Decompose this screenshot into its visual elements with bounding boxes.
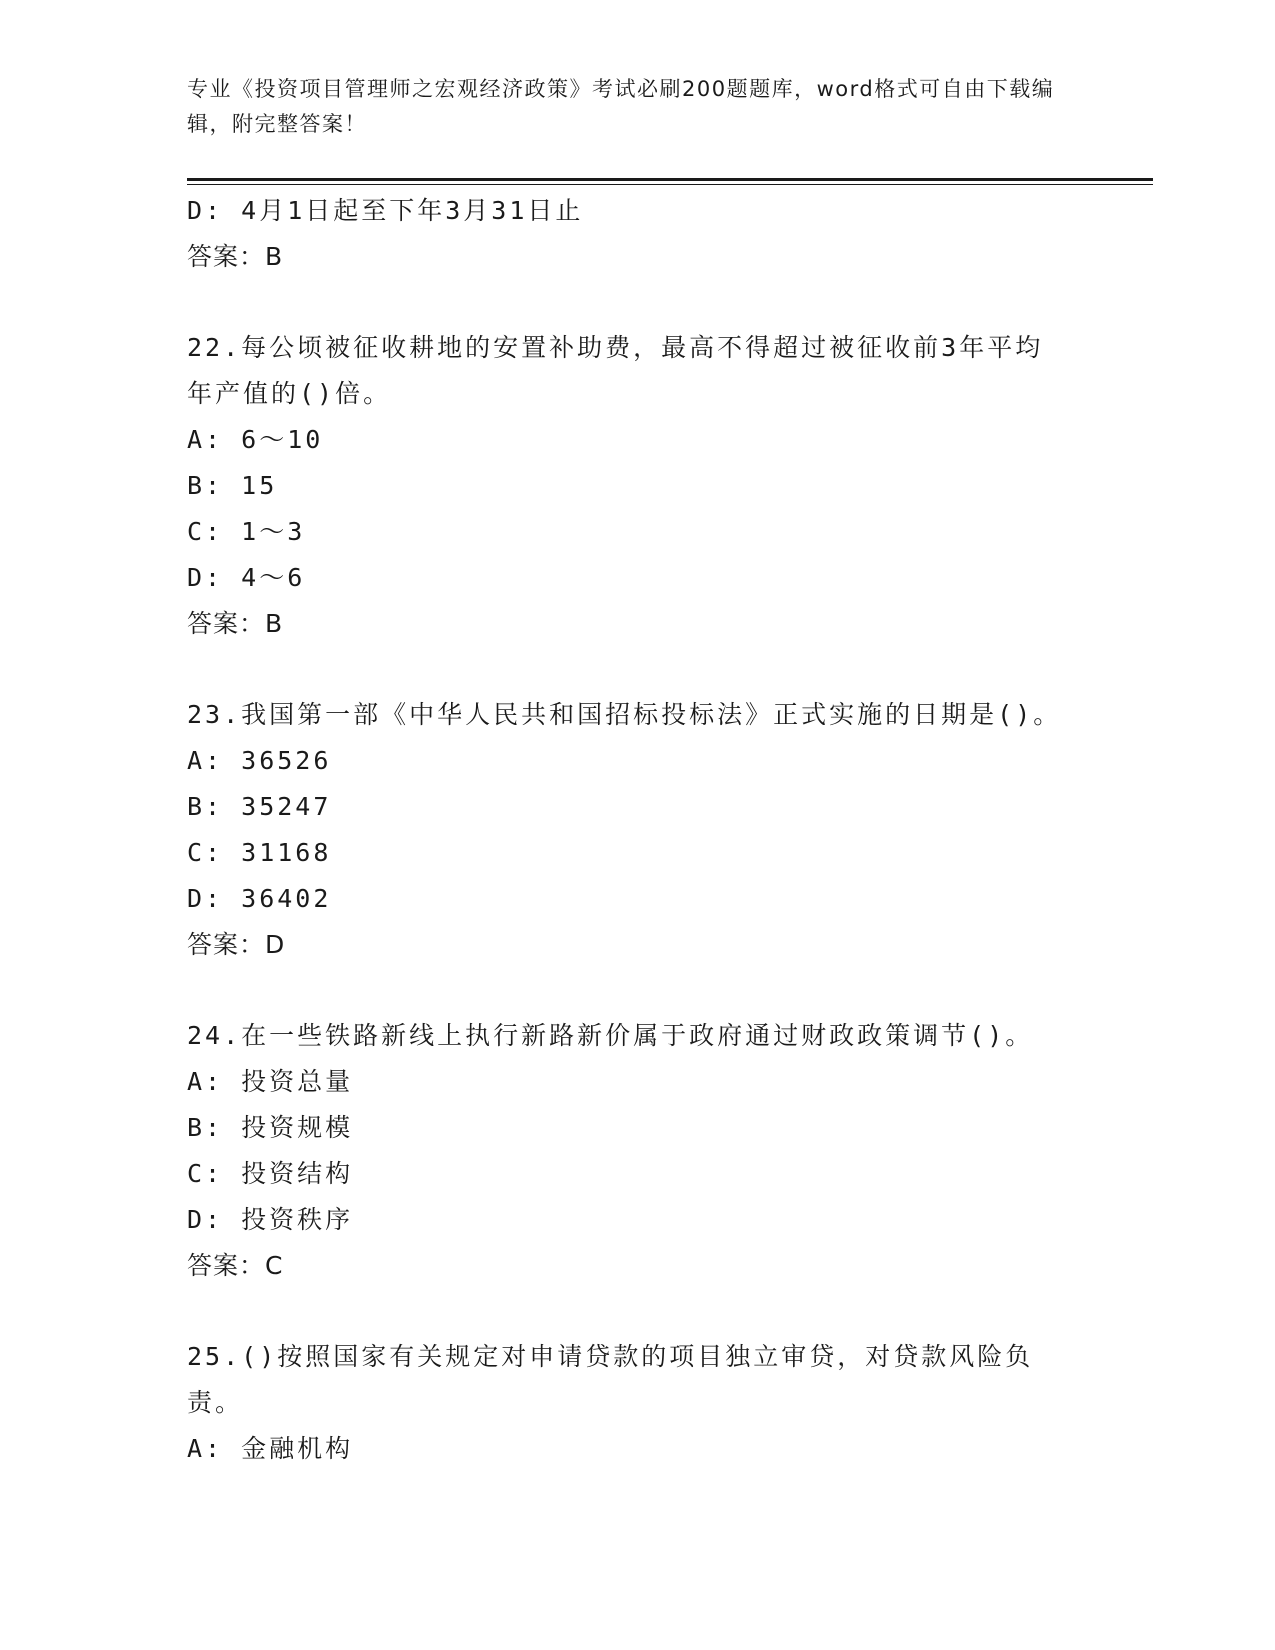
question-24 [187, 1013, 1087, 1289]
option-b: B: 投资规模 [187, 1113, 354, 1142]
option-d: D: 4月1日起至下年3月31日止 [187, 196, 584, 225]
header-divider [187, 178, 1153, 181]
option-c: C: 31168 [187, 838, 332, 867]
option-c: C: 1～3 [187, 517, 306, 546]
option-b: B: 15 [187, 471, 278, 500]
option-a: A: 投资总量 [187, 1067, 354, 1096]
header-divider-thin [187, 184, 1153, 185]
answer: 答案：B [187, 609, 284, 638]
option-c: C: 投资结构 [187, 1159, 354, 1188]
question-stem: 22.每公顷被征收耕地的安置补助费，最高不得超过被征收前3年平均年产值的()倍。 [187, 333, 1044, 408]
option-a: A: 金融机构 [187, 1434, 354, 1463]
answer: 答案：C [187, 1251, 284, 1280]
option-a: A: 36526 [187, 746, 332, 775]
question-list [187, 188, 1087, 1472]
answer: 答案：D [187, 930, 286, 959]
option-a: A: 6～10 [187, 425, 324, 454]
question-23 [187, 692, 1087, 968]
question-22 [187, 325, 1087, 647]
question-21-tail [187, 188, 1087, 280]
option-d: D: 4～6 [187, 563, 306, 592]
option-b: B: 35247 [187, 792, 332, 821]
question-stem: 24.在一些铁路新线上执行新路新价属于政府通过财政政策调节()。 [187, 1021, 1034, 1050]
option-d: D: 36402 [187, 884, 332, 913]
question-stem: 25.()按照国家有关规定对申请贷款的项目独立审贷，对贷款风险负责。 [187, 1342, 1034, 1417]
option-d: D: 投资秩序 [187, 1205, 354, 1234]
question-stem: 23.我国第一部《中华人民共和国招标投标法》正式实施的日期是()。 [187, 700, 1062, 729]
answer: 答案：B [187, 242, 284, 271]
document-header: 专业《投资项目管理师之宏观经济政策》考试必刷200题题库，word格式可自由下载编辑，附完整答案！ [187, 77, 1055, 136]
question-25 [187, 1334, 1087, 1472]
